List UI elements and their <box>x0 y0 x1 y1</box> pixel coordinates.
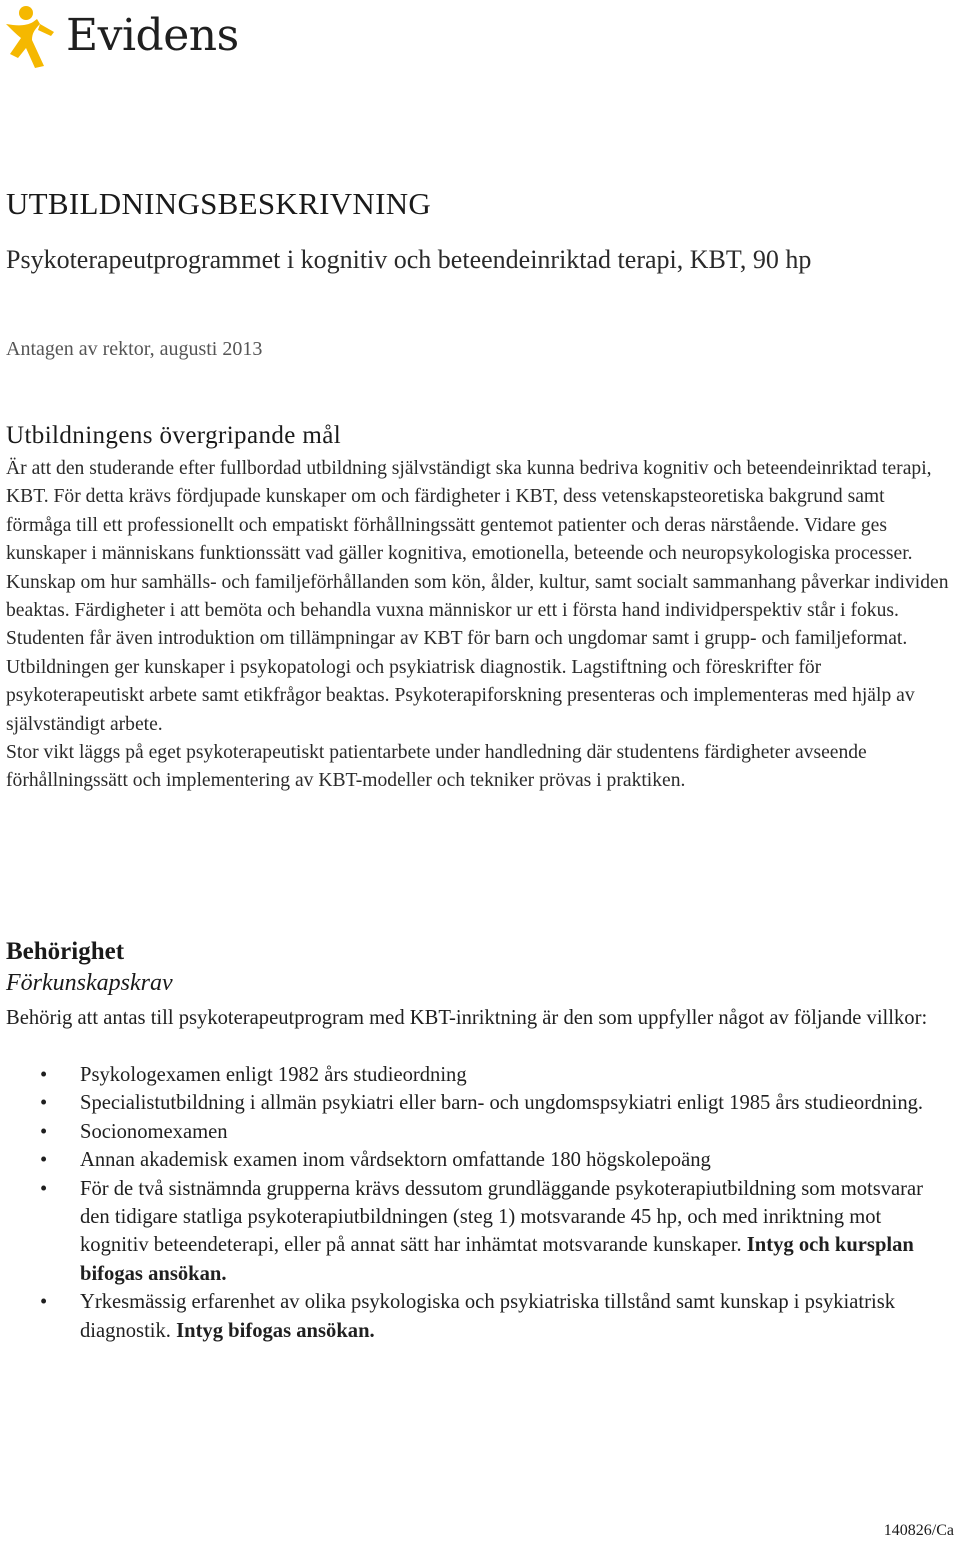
evidens-logo <box>4 4 239 68</box>
star-figure-icon <box>4 4 62 68</box>
list-item-text: Yrkesmässig erfarenhet av olika psykologiska och psykiatriska tillstånd samt kunskap i psykiatrisk diagnostik. <box>80 1291 896 1342</box>
list-item <box>0 1146 940 1174</box>
bullet: • <box>40 1064 48 1086</box>
list-item <box>0 1118 940 1146</box>
document-title: UTBILDNINGSBESKRIVNING <box>6 186 432 221</box>
adopted-note: Antagen av rektor, augusti 2013 <box>6 338 263 360</box>
list-item-text: Specialistutbildning i allmän psykiatri eller barn- och ungdomspsykiatri enligt 1985 års studieordning. <box>80 1092 924 1115</box>
overall-goal-body <box>6 455 954 796</box>
list-item-text: För de två sistnämnda grupperna krävs dessutom grundläggande psykoterapiutbildning som motsvarar den tidigare statliga psykoterapiutbildningen (steg 1) motsvarande 45 hp, och med inriktning mot kognitiv beteendeterapi, eller på annat sätt har inhämtat motsvarande kunskaper. <box>80 1177 924 1257</box>
bullet: • <box>40 1291 48 1314</box>
list-item-text: Psykologexamen enligt 1982 års studieordning <box>80 1064 467 1086</box>
bullet: • <box>40 1092 48 1115</box>
overall-goal-heading: Utbildningens övergripande mål <box>6 422 342 449</box>
list-item-emphasis: Intyg och kursplan bifogas ansökan. <box>80 1234 914 1285</box>
eligibility-subheading: Förkunskapskrav <box>6 970 173 996</box>
goal-paragraph-3: Stor vikt läggs på eget psykoterapeutiskt patientarbete under handledning där studentens färdigheter avseende förhållningssätt och implementering av KBT-modeller och tekniker prövas i praktiken. <box>6 742 867 792</box>
list-item <box>0 1288 940 1345</box>
eligibility-requirements-list <box>0 1061 940 1345</box>
bullet: • <box>40 1120 48 1143</box>
list-item <box>0 1061 940 1089</box>
goal-paragraph-2: Utbildningen ger kunskaper i psykopatologi och psykiatrisk diagnostik. Lagstiftning och föreskrifter för psykoterapeutiskt arbete samt etikfrågor beaktas. Psykoterapiforskning presenteras och implementeras med hjälp av självständigt arbete. <box>6 656 915 735</box>
bullet: • <box>40 1177 48 1200</box>
list-item-text: Annan akademisk examen inom vårdsektorn omfattande 180 högskolepoäng <box>80 1149 711 1172</box>
bullet: • <box>40 1149 48 1172</box>
goal-paragraph-1: Är att den studerande efter fullbordad utbildning självständigt ska kunna bedriva kognitiv och beteendeinriktad terapi, KBT. För detta krävs fördjupade kunskaper om och färdigheter i KBT, dess vetenskapsteoretiska bakgrund samt förmåga till ett professionellt och empatiskt förhållningssätt gentemot patienter och deras närstående. Vidare ges kunskaper i människans funktionssätt vad gäller kognitiva, emotionella, beteende och neuropsykologiska processer. Kunskap om hur samhälls- och familjeförhållanden som kön, ålder, kultur, samt socialt sammanhang påverkar individen beaktas. Färdigheter i att bemöta och behandla vuxna människor ur ett i första hand individperspektiv står i fokus. Studenten får även introduktion om tillämpningar av KBT för barn och ungdomar samt i grupp- och familjeformat. <box>6 458 949 650</box>
program-name: Psykoterapeutprogrammet i kognitiv och beteendeinriktad terapi, KBT, 90 hp <box>6 245 812 274</box>
footer-code: 140826/Ca <box>883 1522 954 1539</box>
list-item-text: Socionomexamen <box>80 1120 228 1143</box>
list-item-emphasis: Intyg bifogas ansökan. <box>176 1319 375 1342</box>
eligibility-intro: Behörig att antas till psykoterapeutprogram med KBT-inriktning är den som uppfyller något av följande villkor: <box>6 1007 928 1029</box>
list-item <box>0 1089 940 1117</box>
list-item <box>0 1175 940 1289</box>
eligibility-heading: Behörighet <box>6 938 125 965</box>
brand-name: Evidens <box>66 10 239 61</box>
